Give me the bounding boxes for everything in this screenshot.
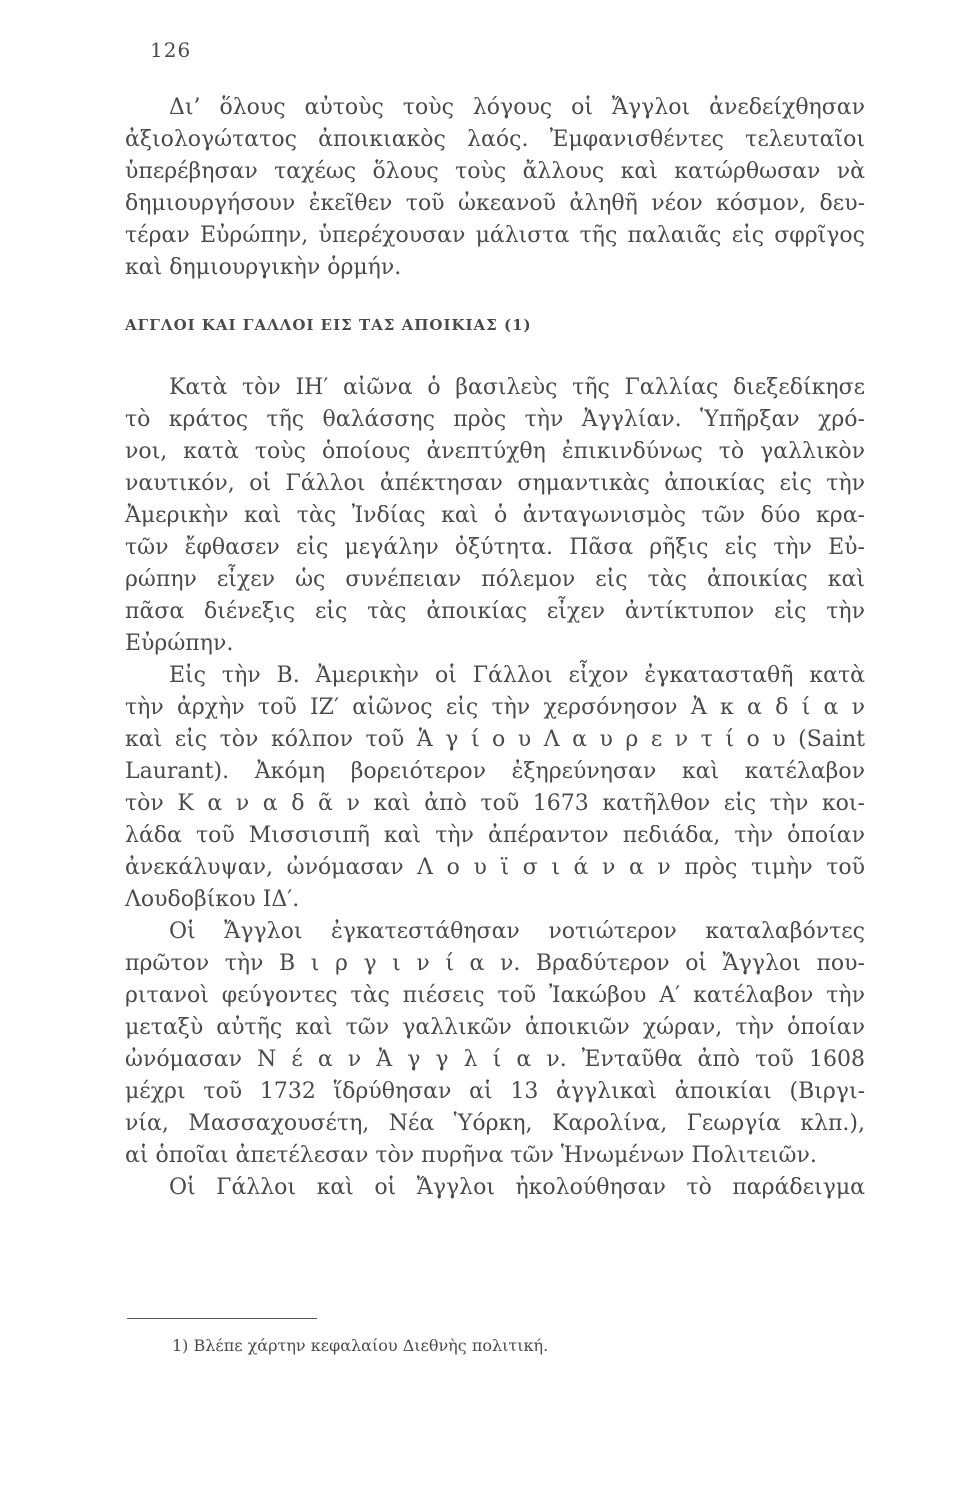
text-line: τῶν ἔφθασεν εἰς μεγάλην ὀξύτητα. Πᾶσα ρῆξις εἰς τὴν Εὐ- — [125, 535, 865, 560]
text-line: μέχρι τοῦ 1732 ἵδρύθησαν αἱ 13 ἀγγλικαὶ ἀποικίαι (Βιργι- — [125, 1079, 865, 1104]
text-line: Εἰς τὴν Β. Ἀμερικὴν οἱ Γάλλοι εἶχον ἐγκατασταθῆ κατὰ — [169, 663, 865, 688]
text-line: ὑπερέβησαν ταχέως ὅλους τοὺς ἄλλους καὶ κατώρθωσαν νὰ — [125, 159, 865, 184]
text-line: τὸν Κ α ν α δ ᾶ ν καὶ ἀπὸ τοῦ 1673 κατῆλθον εἰς τὴν κοι- — [125, 791, 865, 816]
body-text — [125, 92, 865, 1204]
text-line: νία, Μασσαχουσέτη, Νέα Ὑόρκη, Καρολίνα, Γεωργία κλπ.), — [125, 1111, 865, 1136]
text-line: ρώπην εἶχεν ὡς συνέπειαν πόλεμον εἰς τὰς ἀποικίας καὶ — [125, 567, 865, 592]
text-line: καὶ δημιουργικὴν ὁρμήν. — [125, 255, 402, 280]
footnote: 1) Βλέπε χάρτην κεφαλαίου Διεθνὴς πολιτική. — [172, 1336, 549, 1355]
text-line: Οἱ Ἄγγλοι ἐγκατεστάθησαν νοτιώτερον καταλαβόντες — [169, 919, 865, 944]
text-line: αἱ ὁποῖαι ἀπετέλεσαν τὸν πυρῆνα τῶν Ἡνωμένων Πολιτειῶν. — [125, 1143, 817, 1168]
text-line: τὸ κράτος τῆς θαλάσσης πρὸς τὴν Ἀγγλίαν. Ὑπῆρξαν χρό- — [125, 407, 865, 432]
paragraph-4 — [125, 916, 865, 1172]
text-line: Λουδοβίκου ΙΔ′. — [125, 887, 300, 912]
paragraph-5 — [125, 1172, 865, 1204]
text-line: Δι’ ὅλους αὐτοὺς τοὺς λόγους οἱ Ἄγγλοι ἀνεδείχθησαν — [169, 95, 865, 120]
text-line: τὴν ἀρχὴν τοῦ ΙΖ′ αἰῶνος εἰς τὴν χερσόνησον Ἀ κ α δ ί α ν — [125, 695, 865, 720]
text-line: ναυτικόν, οἱ Γάλλοι ἀπέκτησαν σημαντικὰς ἀποικίας εἰς τὴν — [125, 471, 865, 496]
text-line: Ἀμερικὴν καὶ τὰς Ἰνδίας καὶ ὁ ἀνταγωνισμὸς τῶν δύο κρα- — [125, 503, 865, 528]
text-line: ἀξιολογώτατος ἀποικιακὸς λαός. Ἐμφανισθέντες τελευταῖοι — [125, 127, 865, 152]
text-line: μεταξὺ αὐτῆς καὶ τῶν γαλλικῶν ἀποικιῶν χώραν, τὴν ὁποίαν — [125, 1015, 865, 1040]
footnote-divider — [127, 1318, 317, 1319]
text-line: ἀνεκάλυψαν, ὠνόμασαν Λ ο υ ϊ σ ι ά ν α ν πρὸς τιμὴν τοῦ — [125, 855, 865, 880]
text-line: δημιουργήσουν ἐκεῖθεν τοῦ ὠκεανοῦ ἀληθῆ νέον κόσμον, δευ- — [125, 191, 865, 216]
text-line: Κατὰ τὸν ΙΗ′ αἰῶνα ὁ βασιλεὺς τῆς Γαλλίας διεξεδίκησε — [169, 375, 865, 400]
text-line: τέραν Εὐρώπην, ὑπερέχουσαν μάλιστα τῆς παλαιᾶς εἰς σφρῖγος — [125, 223, 865, 248]
text-line: Οἱ Γάλλοι καὶ οἱ Ἄγγλοι ἠκολούθησαν τὸ παράδειγμα — [169, 1175, 865, 1200]
text-line: νοι, κατὰ τοὺς ὁποίους ἀνεπτύχθη ἐπικινδύνως τὸ γαλλικὸν — [125, 439, 865, 464]
paragraph-1 — [125, 92, 865, 284]
page-number: 126 — [150, 38, 192, 62]
text-line: καὶ εἰς τὸν κόλπον τοῦ Ἁ γ ί ο υ Λ α υ ρ ε ν τ ί ο υ (Saint — [125, 727, 865, 752]
text-line: Εὐρώπην. — [125, 631, 234, 656]
paragraph-3 — [125, 660, 865, 916]
section-heading: ΑΓΓΛΟΙ ΚΑΙ ΓΑΛΛΟΙ ΕΙΣ ΤΑΣ ΑΠΟΙΚΙΑΣ (1) — [125, 316, 532, 334]
text-line: πᾶσα διένεξις εἰς τὰς ἀποικίας εἶχεν ἀντίκτυπον εἰς τὴν — [125, 599, 865, 624]
text-line: πρῶτον τὴν Β ι ρ γ ι ν ί α ν. Βραδύτερον οἱ Ἄγγλοι που- — [125, 951, 865, 976]
text-line: ριτανοὶ φεύγοντες τὰς πιέσεις τοῦ Ἰακώβου Α′ κατέλαβον τὴν — [125, 983, 865, 1008]
text-line: λάδα τοῦ Μισσισιπῆ καὶ τὴν ἀπέραντον πεδιάδα, τὴν ὁποίαν — [125, 823, 865, 848]
text-line: Laurant). Ἀκόμη βορειότερον ἐξηρεύνησαν καὶ κατέλαβον — [125, 759, 865, 784]
text-line: ὠνόμασαν Ν έ α ν Ἀ γ γ λ ί α ν. Ἐνταῦθα ἀπὸ τοῦ 1608 — [125, 1047, 865, 1072]
paragraph-2 — [125, 372, 865, 660]
